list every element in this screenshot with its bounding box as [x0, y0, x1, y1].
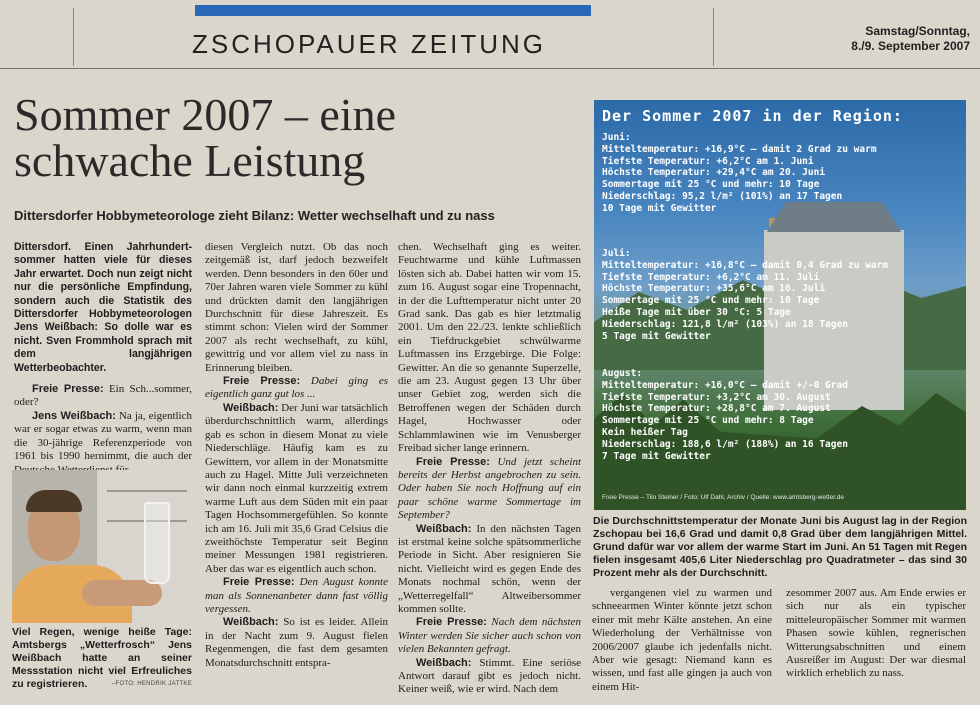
- article-headline: [14, 89, 574, 186]
- infobox-caption: Die Durchschnittstemperatur der Monate Juni bis August lag in der Region Zschopau bei 16,6 Grad und damit 0,8 Grad über dem langjährigen Mittel. Grund dafür war vor allem der warme Start im Juni. An 51 Tagen mit Regen fielen insgesamt 405,6 Liter Niederschlag pro Quadratmeter – das sind 30 Prozent mehr als der Durchschnitt.: [593, 515, 967, 579]
- article-column-3: [398, 241, 581, 697]
- headline-line: Sommer 2007 – eine: [14, 89, 396, 140]
- stat-line: Mitteltemperatur: +16,0°C – damit +/-0 Grad: [602, 379, 848, 391]
- question-text: Nach dem nächsten Winter werden Sie sicher auch schon von vielen Bekannten gefragt.: [398, 616, 581, 656]
- speaker-label: Freie Presse:: [223, 375, 301, 388]
- infobox-section: [602, 368, 848, 462]
- speaker-label: Weißbach:: [223, 616, 279, 629]
- masthead-divider: [713, 8, 714, 66]
- body-text: diesen Vergleich nutzt. Ob das noch zeitgemäß ist, darf jedoch bezweifelt werden. Denn besonders in den 60er und 70er Jahren waren viele Sommer zu kühl und drückten damit den langjährigen Durchschnitt für diese Jahreszeit. Es stimmt schon: Vielen wird der Sommer 2007 als recht wechselhaft, zu kühl, gewittrig und vor allem viel zu nass in Erinnerung bleiben.: [205, 241, 388, 374]
- speaker-label: Weißbach:: [416, 656, 472, 669]
- infobox-section: [602, 248, 888, 342]
- stat-line: Niederschlag: 121,8 l/m² (103%) an 18 Tagen: [602, 318, 848, 330]
- question-text: Und jetzt scheint bereits der Herbst angebrochen zu sein. Oder haben Sie noch Hoffnung auf ein paar schöne warme Sommertage im September?: [398, 455, 582, 522]
- article-column-5: zesommer 2007 aus. Am Ende erwies er sich nur als ein typischer mitteleuropäischer Sommer mit warmen Phasen sowie kühlen, regnerischen Witterungsabschnitten und einem Ausreißer im August: Der war diesmal wirklich erheblich zu nass.: [786, 587, 966, 680]
- paragraph: [398, 616, 581, 656]
- infobox-credit: Freie Presse – Tilo Steiner / Foto: Ulf Dahl, Archiv / Quelle: www.amtsberg-wetter.de: [602, 494, 845, 501]
- section-heading: Juli:: [602, 248, 631, 259]
- paragraph: [205, 616, 388, 670]
- stat-line: Niederschlag: 95,2 l/m² (101%) an 17 Tagen: [602, 190, 843, 202]
- stat-line: Niederschlag: 188,6 l/m² (188%) an 16 Tagen: [602, 438, 848, 450]
- paragraph: [205, 576, 388, 616]
- article-lead: Dittersdorf. Einen Jahrhundertsommer hatten viele für dieses Jahr erwartet. Doch nun zeigt nicht nur die persönliche Empfindung, sondern auch die Statistik des Dittersdorfer Hobbymeteorologen Jens Weißbach: So dolle war es nicht. Sven Frommhold sprach mit dem langjährigen Wetterbeobachter.: [14, 241, 192, 374]
- body-text: So ist es leider. Allein in der Nacht zum 9. August fielen Regenmengen, die fast dem gesamten Monatsdurchschnitt entspra-: [205, 616, 389, 669]
- interview-block: [14, 383, 192, 477]
- stat-line: Höchste Temperatur: +29,4°C am 20. Juni: [602, 167, 826, 179]
- stat-line: Tiefste Temperatur: +6,2°C am 11. Juli: [602, 271, 820, 283]
- stat-line: Tiefste Temperatur: +6,2°C am 1. Juni: [602, 155, 814, 167]
- speaker-label: Jens Weißbach:: [32, 409, 116, 422]
- paragraph: [205, 375, 388, 402]
- date-line: Samstag/Sonntag,: [865, 24, 970, 38]
- masthead-divider: [73, 8, 74, 66]
- masthead-accent-bar: [195, 5, 591, 16]
- stat-line: Sommertage mit 25 °C und mehr: 10 Tage: [602, 295, 820, 307]
- stat-line: Mitteltemperatur: +16,8°C – damit 0,4 Grad zu warm: [602, 259, 888, 271]
- body-text: Stimmt. Eine seriöse Antwort darauf gibt es jedoch nicht. Keiner weiß, wie er wird. Nach dem: [398, 656, 581, 696]
- photo-caption: [12, 626, 192, 691]
- body-text: chen. Wechselhaft ging es weiter. Feuchtwarme und kühle Luftmassen lösten sich ab. Dabei hatten wir vom 15. zum 16. August sogar eine Tropennacht, in der die Lufttemperatur nicht unter 20 Grad sank. Das gab es hier letztmalig 2001. Um den 22./23. lenkte schließlich ein Tiefdruckgebiet schwülwarme Luftmassen ins Erzgebirge. Die Folge: Gewitter. An die so genannte Superzelle, die am 23. August gegen 13 Uhr über unser Gebiet zog, werden sich die Betroffenen wegen der Schäden durch Hagel, Hochwasser oder Schlammlawinen wie im Venusberger Freibad sicher lange erinnern.: [398, 241, 581, 455]
- paragraph: [14, 383, 192, 410]
- paragraph: [398, 657, 581, 697]
- section-heading: August:: [602, 368, 643, 379]
- newspaper-title: ZSCHOPAUER ZEITUNG: [192, 29, 546, 59]
- stat-line: Höchste Temperatur: +28,8°C am 7. August: [602, 403, 831, 415]
- article-column-4: vergangenen viel zu warmen und schneearmen Winter könnte jetzt schon einer mit mehr Kälte anstehen. An eine Wiederholung der Verhältnisse von 2006/2007 glaube ich jedenfalls nicht. Aber wie gesagt: Niemand kann es wissen, und fast alle gingen ja auch von einem Hit-: [592, 587, 772, 693]
- body-text: Ein Sch...sommer, oder?: [14, 383, 192, 409]
- stat-line: Sommertage mit 25 °C und mehr: 10 Tage: [602, 179, 820, 191]
- portrait-photo: [12, 470, 190, 623]
- speaker-label: Freie Presse:: [32, 383, 104, 396]
- speaker-label: Freie Presse:: [416, 616, 487, 629]
- headline-line: schwache Leistung: [14, 135, 366, 186]
- body-text: Der Juni war tatsächlich überdurchschnittlich warm, allerdings gab es schon in diesem Monat zu viele Niederschläge. Häufig kam es zu Gewittern, vor allem in der Monatsmitte auch zu Hagel. Mitte Juli verzeichneten wir dann noch einmal kurzzeitig extrem warme Luft aus dem Süden mit ein paar Tagen Hochsommergefühlen. So konnte ich am 16. Juli mit 35,6 Grad Celsius die zweithöchste Temperatur seit Beginn meiner Messungen 1981 registrieren. Aber das war es eigentlich auch schon.: [205, 401, 388, 575]
- section-heading: Juni:: [602, 132, 631, 143]
- speaker-label: Weißbach:: [416, 522, 472, 535]
- photo-credit: –FOTO: HENDRIK JATTKE: [111, 681, 192, 687]
- paragraph: [398, 523, 581, 617]
- paragraph: [205, 402, 388, 576]
- article-column-1: [14, 241, 192, 477]
- weather-infobox: [594, 100, 966, 510]
- stat-line: Kein heißer Tag: [602, 426, 688, 438]
- speaker-label: Freie Presse:: [416, 455, 490, 468]
- speaker-label: Weißbach:: [223, 401, 279, 414]
- article-subhead: Dittersdorfer Hobbymeteorologe zieht Bilanz: Wetter wechselhaft und zu nass: [14, 208, 495, 223]
- infobox-title: Der Sommer 2007 in der Region:: [602, 107, 903, 125]
- paragraph: [14, 410, 192, 477]
- stat-line: Sommertage mit 25 °C und mehr: 8 Tage: [602, 415, 814, 427]
- date-line: 8./9. September 2007: [851, 39, 970, 53]
- paragraph: [398, 456, 581, 523]
- masthead-rule: [0, 68, 980, 69]
- question-text: Dabei ging es eigentlich ganz gut los ...: [205, 375, 388, 401]
- issue-date: [800, 24, 970, 54]
- infobox-section: [602, 132, 877, 215]
- stat-line: Mitteltemperatur: +16,9°C – damit 2 Grad zu warm: [602, 143, 877, 155]
- stat-line: Höchste Temperatur: +35,6°C am 16. Juli: [602, 283, 826, 295]
- question-text: Den August konnte man als Sonnenanbeter dann fast völlig vergessen.: [205, 576, 388, 615]
- stat-line: 10 Tage mit Gewitter: [602, 202, 717, 214]
- speaker-label: Freie Presse:: [223, 576, 295, 589]
- stat-line: 5 Tage mit Gewitter: [602, 330, 711, 342]
- stat-line: Heiße Tage mit über 30 °C: 5 Tage: [602, 306, 791, 318]
- paragraph: [398, 241, 581, 456]
- body-text: In den nächsten Tagen ist erstmal keine solche spätsommerliche Periode in Sicht. Aber resignieren Sie nicht. Vielleicht wird es gegen Ende des Monats nochmal schön, wenn der „Wetterregelfall“ Altweibersommer kommen sollte.: [398, 522, 582, 615]
- article-column-2: [205, 241, 388, 670]
- caption-text: Viel Regen, wenige heiße Tage: Amtsbergs „Wetterfrosch“ Jens Weißbach hatte an seiner Messstation nicht viel Erfreuliches zu registrieren.: [12, 626, 192, 690]
- stat-line: 7 Tage mit Gewitter: [602, 450, 711, 462]
- paragraph: [205, 241, 388, 375]
- body-text: Na ja, eigentlich war er sogar etwas zu warm, wenn man die 30-jährige Referenzperiode von 1961 bis 1990 hernimmt, die auch der: [14, 409, 192, 463]
- stat-line: Tiefste Temperatur: +3,2°C am 30. August: [602, 391, 831, 403]
